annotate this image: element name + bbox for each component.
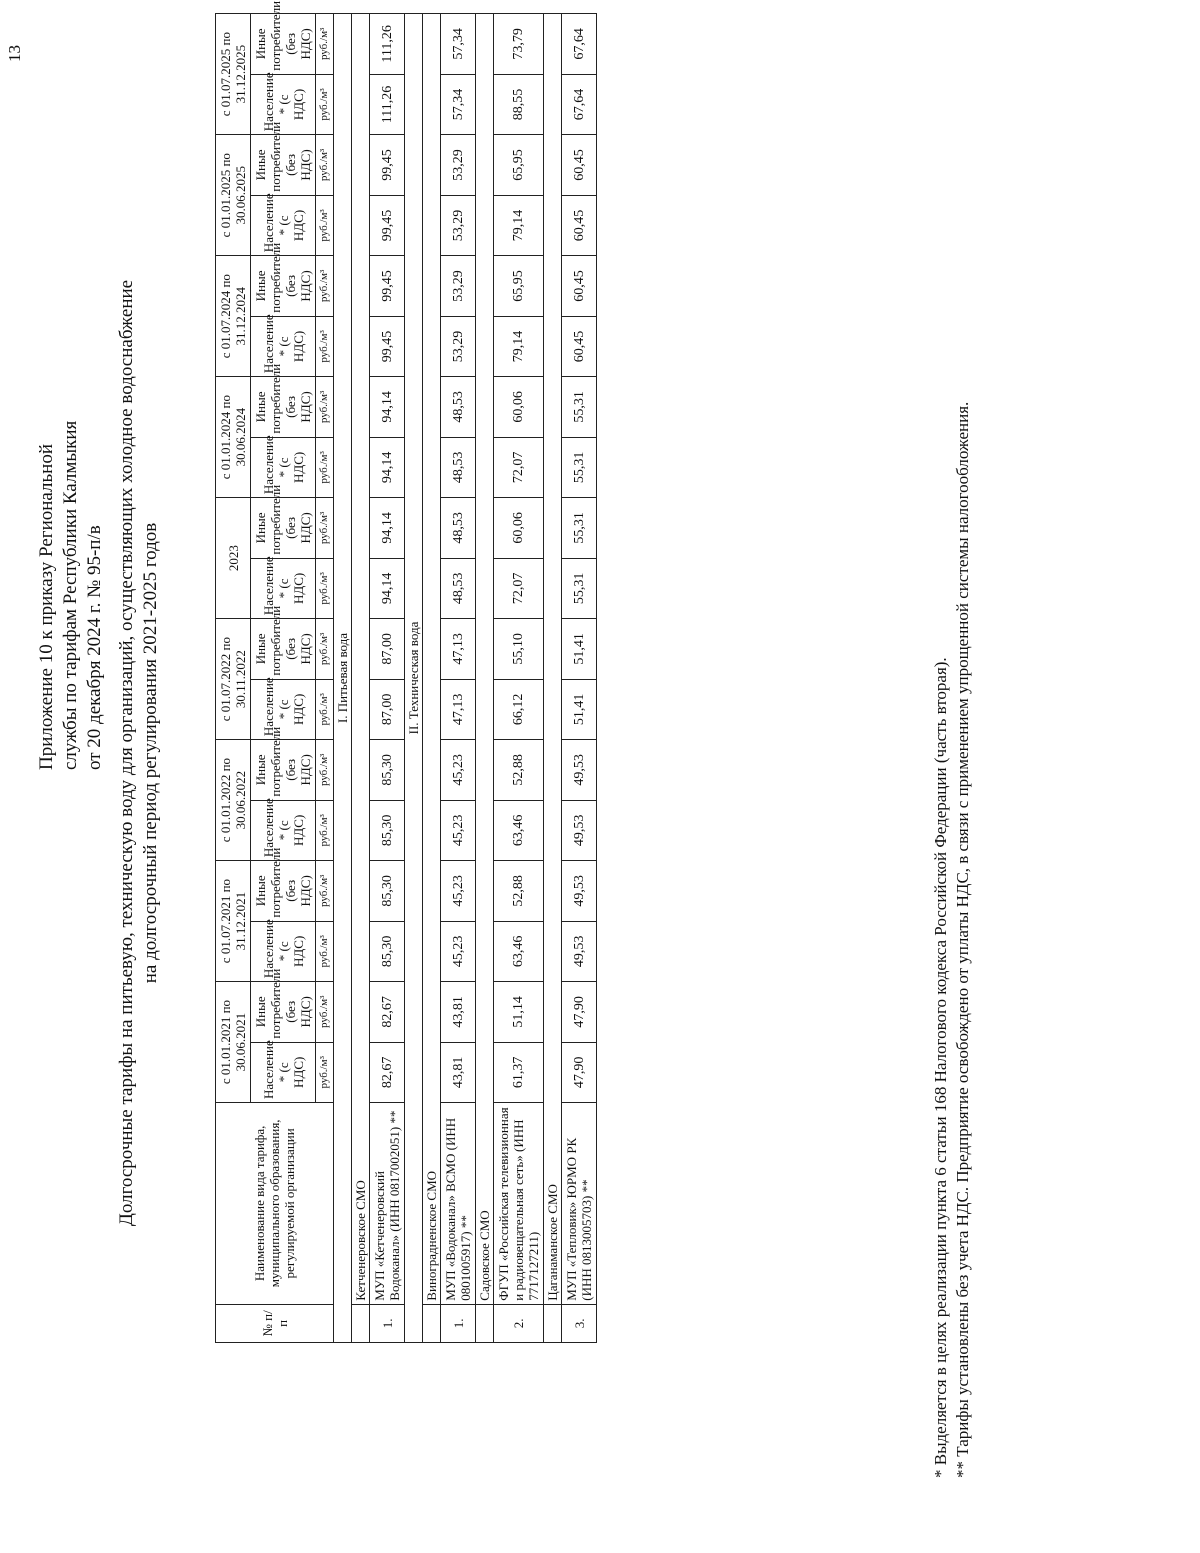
table-row xyxy=(494,14,544,1343)
tariff-value: 51,41 xyxy=(562,679,597,739)
unit-cell: руб./м³ xyxy=(316,316,334,376)
population-header: Население * (с НДС) xyxy=(251,558,316,618)
tariff-value: 55,10 xyxy=(494,619,544,679)
tariff-value: 67,64 xyxy=(562,14,597,75)
tariff-value: 49,53 xyxy=(562,740,597,801)
tariff-value: 85,30 xyxy=(370,921,405,981)
tariff-value: 82,67 xyxy=(370,982,405,1043)
tariff-value: 51,14 xyxy=(494,982,544,1043)
unit-cell: руб./м³ xyxy=(316,800,334,860)
unit-cell: руб./м³ xyxy=(316,558,334,618)
municipality-name: Виноградненское СМО xyxy=(423,14,441,1305)
municipality-row xyxy=(352,14,370,1343)
period-header: 2023 xyxy=(216,498,251,619)
appendix-line-1: Приложение 10 к приказу Региональной xyxy=(36,444,57,770)
tariff-value: 63,46 xyxy=(494,800,544,860)
population-header: Население * (с НДС) xyxy=(251,316,316,376)
section-technical-water xyxy=(405,14,423,1343)
unit-cell: руб./м³ xyxy=(316,619,334,679)
row-number: 1. xyxy=(441,1304,476,1342)
tariff-value: 55,31 xyxy=(562,558,597,618)
tariff-value: 45,23 xyxy=(441,800,476,860)
municipality-row xyxy=(423,14,441,1343)
unit-cell: руб./м³ xyxy=(316,498,334,558)
appendix-header xyxy=(35,330,107,770)
population-header: Население * (с НДС) xyxy=(251,679,316,739)
tariff-value: 88,55 xyxy=(494,74,544,134)
tariff-table xyxy=(215,0,597,1343)
tariff-value: 48,53 xyxy=(441,498,476,558)
other-consumers-header: Иные потребители (без НДС) xyxy=(251,135,316,196)
footnote-1: * Выделяется в целях реализации пункта 6 статьи 168 Налогового кодекса Российской Федерации (часть вторая). xyxy=(931,657,950,1478)
tariff-value: 48,53 xyxy=(441,437,476,497)
period-header: с 01.07.2024 по 31.12.2024 xyxy=(216,256,251,377)
table-row xyxy=(370,14,405,1343)
period-header: с 01.01.2022 по 30.06.2022 xyxy=(216,740,251,861)
tariff-value: 66,12 xyxy=(494,679,544,739)
tariff-value: 72,07 xyxy=(494,437,544,497)
tariff-value: 49,53 xyxy=(562,921,597,981)
tariff-value: 60,06 xyxy=(494,498,544,558)
other-consumers-header: Иные потребители (без НДС) xyxy=(251,861,316,922)
tariff-value: 60,45 xyxy=(562,195,597,255)
population-header: Население * (с НДС) xyxy=(251,800,316,860)
unit-cell: руб./м³ xyxy=(316,195,334,255)
unit-cell: руб./м³ xyxy=(316,377,334,438)
tariff-value: 52,88 xyxy=(494,740,544,801)
tariff-value: 99,45 xyxy=(370,316,405,376)
tariff-value: 61,37 xyxy=(494,1042,544,1102)
tariff-value: 55,31 xyxy=(562,437,597,497)
unit-cell: руб./м³ xyxy=(316,1042,334,1102)
tariff-value: 99,45 xyxy=(370,135,405,196)
tariff-value: 94,14 xyxy=(370,377,405,438)
unit-cell: руб./м³ xyxy=(316,921,334,981)
tariff-value: 47,13 xyxy=(441,679,476,739)
tariff-value: 55,31 xyxy=(562,498,597,558)
tariff-value: 49,53 xyxy=(562,861,597,922)
other-consumers-header: Иные потребители (без НДС) xyxy=(251,256,316,317)
period-header: с 01.01.2025 по 30.06.2025 xyxy=(216,135,251,256)
tariff-value: 60,45 xyxy=(562,256,597,317)
col-name-header: Наименование вида тарифа, муниципального образования, регулируемой организации xyxy=(216,1103,334,1305)
tariff-value: 111,26 xyxy=(370,14,405,75)
other-consumers-header: Иные потребители (без НДС) xyxy=(251,619,316,679)
period-header: с 01.01.2024 по 30.06.2024 xyxy=(216,377,251,498)
other-consumers-header: Иные потребители (без НДС) xyxy=(251,14,316,75)
tariff-value: 67,64 xyxy=(562,74,597,134)
municipality-row xyxy=(544,14,562,1343)
tariff-value: 94,14 xyxy=(370,498,405,558)
tariff-value: 43,81 xyxy=(441,1042,476,1102)
tariff-value: 49,53 xyxy=(562,800,597,860)
tariff-value: 94,14 xyxy=(370,437,405,497)
mun-num-cell xyxy=(352,1304,370,1342)
organization-name: ФГУП «Российская телевизионная и радиовещательная сеть» (ИНН 7717127211) xyxy=(494,1103,544,1305)
population-header: Население * (с НДС) xyxy=(251,195,316,255)
period-header: с 01.01.2021 по 30.06.2021 xyxy=(216,982,251,1103)
tariff-value: 57,34 xyxy=(441,14,476,75)
period-header: с 01.07.2022 по 30.11.2022 xyxy=(216,619,251,740)
tariff-value: 85,30 xyxy=(370,800,405,860)
unit-cell: руб./м³ xyxy=(316,982,334,1043)
title-line-1: Долгосрочные тарифы на питьевую, техническую воду для организаций, осуществляющих холодное водоснабжение xyxy=(116,279,137,1227)
tariff-value: 51,41 xyxy=(562,619,597,679)
tariff-value: 85,30 xyxy=(370,740,405,801)
tariff-value: 53,29 xyxy=(441,195,476,255)
tariff-value: 87,00 xyxy=(370,619,405,679)
row-number: 1. xyxy=(370,1304,405,1342)
document-title xyxy=(115,153,163,1353)
organization-name: МУП «Водоканал» ВСМО (ИНН 0801005917) ** xyxy=(441,1103,476,1305)
unit-cell: руб./м³ xyxy=(316,437,334,497)
tariff-value: 65,95 xyxy=(494,256,544,317)
tariff-value: 79,14 xyxy=(494,195,544,255)
tariff-value: 79,14 xyxy=(494,316,544,376)
unit-cell: руб./м³ xyxy=(316,679,334,739)
organization-name: МУП «Тепловик» ЮРМО РК (ИНН 0813005703) ** xyxy=(562,1103,597,1305)
other-consumers-header: Иные потребители (без НДС) xyxy=(251,982,316,1043)
municipality-name: Садовское СМО xyxy=(476,14,494,1305)
tariff-value: 60,06 xyxy=(494,377,544,438)
tariff-value: 52,88 xyxy=(494,861,544,922)
unit-cell: руб./м³ xyxy=(316,740,334,801)
unit-cell: руб./м³ xyxy=(316,74,334,134)
unit-cell: руб./м³ xyxy=(316,14,334,75)
appendix-line-3: от 20 декабря 2024 г. № 95-п/в xyxy=(84,525,105,770)
population-header: Население * (с НДС) xyxy=(251,1042,316,1102)
row-number: 3. xyxy=(562,1304,597,1342)
section-drinking-water xyxy=(334,14,352,1343)
tariff-value: 47,90 xyxy=(562,1042,597,1102)
population-header: Население * (с НДС) xyxy=(251,921,316,981)
tariff-value: 85,30 xyxy=(370,861,405,922)
tariff-value: 60,45 xyxy=(562,316,597,376)
organization-name: МУП «Кетченеровский Водоканал» (ИНН 0817002051) ** xyxy=(370,1103,405,1305)
unit-cell: руб./м³ xyxy=(316,861,334,922)
tariff-value: 65,95 xyxy=(494,135,544,196)
tariff-value: 53,29 xyxy=(441,316,476,376)
row-number: 2. xyxy=(494,1304,544,1342)
tariff-value: 45,23 xyxy=(441,861,476,922)
col-num-header: № п/п xyxy=(216,1304,334,1342)
tariff-value: 87,00 xyxy=(370,679,405,739)
tariff-value: 45,23 xyxy=(441,740,476,801)
tariff-value: 43,81 xyxy=(441,982,476,1043)
tariff-value: 55,31 xyxy=(562,377,597,438)
tariff-value: 53,29 xyxy=(441,256,476,317)
municipality-name: Цаганаманское СМО xyxy=(544,14,562,1305)
tariff-value: 45,23 xyxy=(441,921,476,981)
tariff-value: 99,45 xyxy=(370,195,405,255)
tariff-value: 48,53 xyxy=(441,377,476,438)
footnote-2: ** Тарифы установлены без учета НДС. Предприятие освобождено от уплаты НДС, в связи с применением упрощенной системы налогообложения. xyxy=(953,401,972,1478)
title-line-2: на долгосрочный период регулирования 2021-2025 годов xyxy=(140,522,161,984)
header-row-periods xyxy=(216,14,251,1343)
tariff-value: 63,46 xyxy=(494,921,544,981)
table-row xyxy=(441,14,476,1343)
appendix-line-2: службы по тарифам Республики Калмыкия xyxy=(60,420,81,770)
population-header: Население * (с НДС) xyxy=(251,74,316,134)
mun-num-cell xyxy=(544,1304,562,1342)
period-header: с 01.07.2021 по 31.12.2021 xyxy=(216,861,251,982)
tariff-value: 53,29 xyxy=(441,135,476,196)
tariff-value: 111,26 xyxy=(370,74,405,134)
tariff-value: 72,07 xyxy=(494,558,544,618)
unit-cell: руб./м³ xyxy=(316,135,334,196)
tariff-value: 73,79 xyxy=(494,14,544,75)
municipality-name: Кетченеровское СМО xyxy=(352,14,370,1305)
section-title: II. Техническая вода xyxy=(405,14,423,1343)
tariff-value: 82,67 xyxy=(370,1042,405,1102)
mun-num-cell xyxy=(476,1304,494,1342)
municipality-row xyxy=(476,14,494,1343)
tariff-value: 99,45 xyxy=(370,256,405,317)
population-header: Население * (с НДС) xyxy=(251,437,316,497)
tariff-value: 47,13 xyxy=(441,619,476,679)
tariff-value: 48,53 xyxy=(441,558,476,618)
tariff-value: 94,14 xyxy=(370,558,405,618)
other-consumers-header: Иные потребители (без НДС) xyxy=(251,498,316,558)
other-consumers-header: Иные потребители (без НДС) xyxy=(251,740,316,801)
footnotes xyxy=(930,78,974,1478)
period-header: с 01.07.2025 по 31.12.2025 xyxy=(216,14,251,135)
tariff-value: 60,45 xyxy=(562,135,597,196)
mun-num-cell xyxy=(423,1304,441,1342)
section-title: I. Питьевая вода xyxy=(334,14,352,1343)
page-number: 13 xyxy=(5,45,24,62)
tariff-value: 47,90 xyxy=(562,982,597,1043)
table-row xyxy=(562,14,597,1343)
tariff-value: 57,34 xyxy=(441,74,476,134)
other-consumers-header: Иные потребители (без НДС) xyxy=(251,377,316,438)
unit-cell: руб./м³ xyxy=(316,256,334,317)
